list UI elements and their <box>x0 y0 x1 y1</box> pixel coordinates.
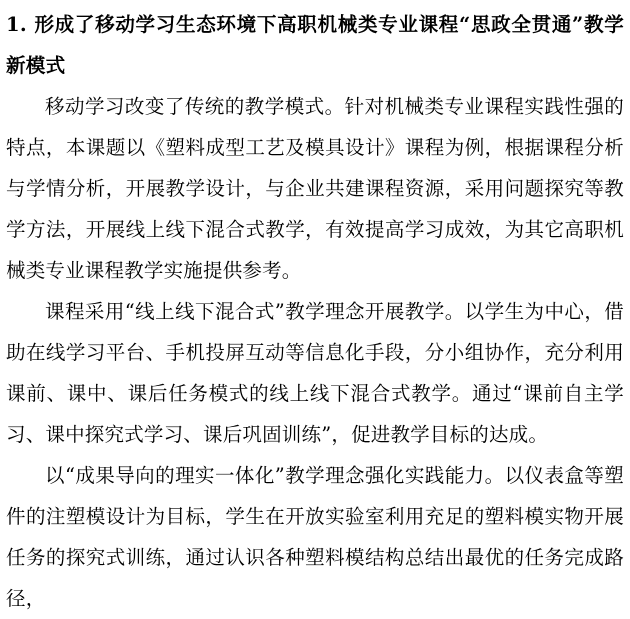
section-heading: 1. 形成了移动学习生态环境下高职机械类专业课程“思政全贯通”教学新模式 <box>6 13 624 77</box>
paragraph-3: 以“成果导向的理实一体化”教学理念强化实践能力。以仪表盒等塑件的注塑模设计为目标，学生在开放实验室利用充足的塑料模实物开展任务的探究式训练，通过认识各种塑料模结构总结出最优的任务完成路径， <box>6 464 624 610</box>
paragraph-2: 课程采用“线上线下混合式”教学理念开展教学。以学生为中心，借助在线学习平台、手机投屏互动等信息化手段，分小组协作，充分利用课前、课中、课后任务模式的线上线下混合式教学。通过“课前自主学习、课中探究式学习、课后巩固训练”，促进教学目标的达成。 <box>6 300 624 446</box>
paragraph-1: 移动学习改变了传统的教学模式。针对机械类专业课程实践性强的特点，本课题以《塑料成型工艺及模具设计》课程为例，根据课程分析与学情分析，开展教学设计，与企业共建课程资源，采用问题探究等教学方法，开展线上线下混合式教学，有效提高学习成效，为其它高职机械类专业课程教学实施提供参考。 <box>6 95 624 282</box>
